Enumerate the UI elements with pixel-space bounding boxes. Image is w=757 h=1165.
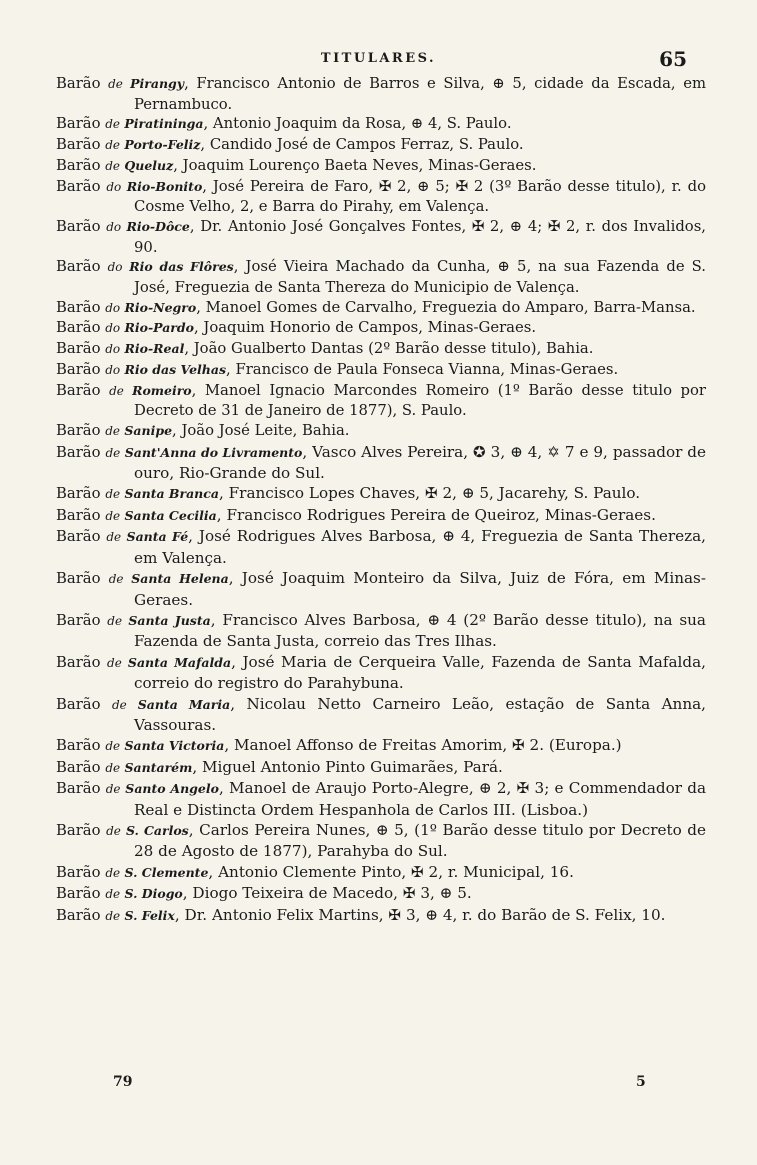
entry-title-prefix: Barão bbox=[56, 611, 101, 629]
entry-place-particle: do bbox=[105, 321, 121, 336]
entry-title-prefix: Barão bbox=[56, 340, 101, 358]
entry bbox=[56, 778, 706, 820]
running-title: TITULARES. bbox=[320, 51, 437, 66]
signature-mark-right: 5 bbox=[636, 1074, 646, 1090]
entry-title-prefix: Barão bbox=[56, 319, 101, 337]
entry-place-name: Pirangy bbox=[130, 76, 185, 91]
entry-place-name: Rio-Pardo bbox=[124, 320, 194, 336]
entry bbox=[56, 381, 706, 421]
entry-title-prefix: Barão bbox=[56, 115, 101, 133]
entry bbox=[56, 360, 706, 381]
entry-place-name: Romeiro bbox=[132, 382, 192, 398]
entry bbox=[56, 568, 706, 610]
entry-place-particle: de bbox=[105, 117, 121, 132]
entry-title-prefix: Barão bbox=[56, 528, 101, 546]
entry bbox=[56, 883, 706, 904]
entry-text: , Dr. Antonio Felix Martins, ✠ 3, ⊕ 4, r. do Barão de S. Felix, 10. bbox=[174, 905, 666, 924]
entry-place-particle: de bbox=[105, 508, 121, 523]
entry-title-prefix: Barão bbox=[56, 737, 101, 755]
entry bbox=[56, 298, 706, 319]
entry-place-particle: de bbox=[106, 823, 121, 838]
entry bbox=[56, 862, 706, 883]
entry-place bbox=[105, 886, 182, 901]
entry-text: , Joaquim Honorio de Campos, Minas-Geraes. bbox=[193, 319, 537, 337]
entry-place-particle: de bbox=[105, 887, 121, 902]
entry-text: , Candido José de Campos Ferraz, S. Paulo. bbox=[200, 136, 524, 154]
entry-place bbox=[107, 655, 231, 670]
entry-text: , João José Leite, Bahia. bbox=[172, 421, 350, 439]
entry-title-prefix: Barão bbox=[56, 443, 101, 461]
entry-title-prefix: Barão bbox=[56, 863, 101, 881]
entry-place-name: Santa Justa bbox=[128, 612, 211, 628]
entry-title-prefix: Barão bbox=[56, 570, 101, 588]
entry-place-name: Santa Helena bbox=[131, 571, 229, 587]
entry bbox=[56, 177, 706, 217]
entry-place-name: S. Felix bbox=[124, 907, 175, 923]
entry-title-prefix: Barão bbox=[56, 506, 101, 524]
entry-text: , Francisco Rodrigues Pereira de Queiroz, Minas-Geraes. bbox=[216, 505, 656, 524]
entry-place bbox=[109, 383, 192, 398]
entry-text: , José Joaquim Monteiro da Silva, Juiz de Fóra, em Minas-Geraes. bbox=[134, 569, 706, 609]
entry-place-name: Queluz bbox=[124, 157, 174, 173]
entry-place-particle: de bbox=[105, 782, 121, 797]
entry-place-name: Rio-Real bbox=[124, 341, 185, 357]
entry-place-particle: de bbox=[105, 760, 121, 775]
entry-text: , José Rodrigues Alves Barbosa, ⊕ 4, Freguezia de Santa Thereza, em Valença. bbox=[134, 527, 707, 567]
entry-text: , Francisco Lopes Chaves, ✠ 2, ⊕ 5, Jacarehy, S. Paulo. bbox=[218, 484, 641, 503]
entry-title-prefix: Barão bbox=[56, 885, 101, 903]
entry-title-prefix: Barão bbox=[56, 421, 101, 439]
entry-text: , Antonio Joaquim da Rosa, ⊕ 4, S. Paulo. bbox=[203, 115, 512, 133]
entry-place bbox=[105, 362, 226, 377]
entry-place-particle: do bbox=[106, 179, 122, 194]
entry-place-name: S. Clemente bbox=[124, 864, 209, 880]
entry-place-particle: do bbox=[105, 342, 121, 357]
entry bbox=[56, 610, 706, 652]
entry bbox=[56, 694, 706, 736]
entry-text: , Antonio Clemente Pinto, ✠ 2, r. Municipal, 16. bbox=[208, 862, 574, 881]
entry-place-name: Santa Mafalda bbox=[127, 654, 232, 670]
entry-text: , Carlos Pereira Nunes, ⊕ 5, (1º Barão desse titulo por Decreto de 28 de Agosto de 1877), Parahyba do Sul. bbox=[134, 820, 707, 861]
entry bbox=[56, 483, 706, 504]
entry-place bbox=[105, 486, 219, 501]
entry-place-name: Piratininga bbox=[124, 116, 204, 132]
entry-title-prefix: Barão bbox=[56, 485, 101, 503]
entry-place-particle: de bbox=[105, 158, 121, 173]
entry bbox=[56, 421, 706, 442]
entry-place-name: Porto-Feliz bbox=[124, 137, 201, 153]
entry-title-prefix: Barão bbox=[56, 136, 101, 154]
entry-place-particle: de bbox=[107, 613, 123, 628]
page-header bbox=[0, 47, 757, 71]
entry-place bbox=[109, 571, 229, 586]
entry-place-particle: de bbox=[105, 445, 121, 460]
entry-place-particle: de bbox=[105, 865, 121, 880]
signature-mark-left: 79 bbox=[113, 1074, 133, 1090]
entry bbox=[56, 114, 706, 135]
entry-title-prefix: Barão bbox=[56, 360, 101, 378]
entry-text: , Dr. Antonio José Gonçalves Fontes, ✠ 2, ⊕ 4; ✠ 2, r. dos Invalidos, 90. bbox=[134, 217, 706, 256]
entry bbox=[56, 217, 706, 257]
entry-place bbox=[105, 738, 224, 753]
entry-place-name: Santa Fé bbox=[126, 529, 189, 545]
entry bbox=[56, 318, 706, 339]
entry-text: , Francisco Alves Barbosa, ⊕ 4 (2º Barão desse titulo), na sua Fazenda de Santa Justa, correio das Tres Ilhas. bbox=[134, 610, 706, 651]
entry-title-prefix: Barão bbox=[56, 821, 101, 839]
entry-title-prefix: Barão bbox=[56, 75, 101, 92]
entry-text: , Manoel Ignacio Marcondes Romeiro (1º Barão desse titulo por Decreto de 31 de Janeiro de 1877), S. Paulo. bbox=[134, 381, 706, 420]
entry-text: , Miguel Antonio Pinto Guimarães, Pará. bbox=[192, 757, 503, 776]
entry bbox=[56, 652, 706, 694]
entry-title-prefix: Barão bbox=[56, 298, 101, 316]
entry-title-prefix: Barão bbox=[56, 780, 101, 798]
entry-place bbox=[105, 341, 184, 356]
entry-text: , João Gualberto Dantas (2º Barão desse titulo), Bahia. bbox=[184, 340, 594, 358]
entry-place-name: Sant'Anna do Livramento bbox=[124, 444, 303, 460]
entry-place bbox=[105, 116, 203, 131]
entry-place-name: Santa Victoria bbox=[124, 738, 225, 754]
entry bbox=[56, 820, 706, 862]
entry-text: , Vasco Alves Pereira, ✪ 3, ⊕ 4, ✡ 7 e 9, passador de ouro, Rio-Grande do Sul. bbox=[134, 442, 707, 483]
entry-place-particle: de bbox=[109, 383, 124, 398]
entry-text: , Diogo Teixeira de Macedo, ✠ 3, ⊕ 5. bbox=[182, 884, 472, 903]
entry-place-name: Santa Branca bbox=[124, 486, 219, 502]
entry-text: , Joaquim Lourenço Baeta Neves, Minas-Geraes. bbox=[173, 156, 537, 174]
entry-place-particle: de bbox=[105, 423, 121, 438]
entry-list bbox=[56, 74, 706, 926]
entry-title-prefix: Barão bbox=[56, 906, 101, 924]
entry-place bbox=[105, 320, 194, 335]
entry-title-prefix: Barão bbox=[56, 381, 101, 399]
entry bbox=[56, 757, 706, 778]
entry-text: , Manoel Gomes de Carvalho, Freguezia do Amparo, Barra-Mansa. bbox=[196, 298, 696, 316]
entry-place-particle: de bbox=[108, 572, 124, 587]
entry-text: , José Pereira de Faro, ✠ 2, ⊕ 5; ✠ 2 (3º Barão desse titulo), r. do Cosme Velho, 2, e Barra do Pirahy, em Valença. bbox=[134, 177, 706, 216]
entry bbox=[56, 74, 706, 114]
entry bbox=[56, 442, 706, 484]
entry bbox=[56, 339, 706, 360]
entry-place-particle: do bbox=[105, 362, 121, 377]
entry-place-name: Santarém bbox=[124, 759, 193, 775]
entry-place-name: S. Diogo bbox=[124, 886, 183, 902]
entry-text: , Nicolau Netto Carneiro Leão, estação de Santa Anna, Vassouras. bbox=[134, 694, 707, 734]
entry bbox=[56, 257, 706, 297]
entry-place-name: Rio das Velhas bbox=[124, 361, 227, 377]
entry-place-name: Santa Cecilia bbox=[124, 507, 217, 523]
entry-place-particle: de bbox=[111, 697, 127, 712]
entry-place-particle: de bbox=[105, 739, 121, 754]
entry-place bbox=[107, 613, 210, 628]
entry-place bbox=[105, 865, 208, 880]
entry-place-particle: do bbox=[105, 300, 121, 315]
entry-place-particle: do bbox=[106, 219, 122, 234]
entry-place-name: Rio-Negro bbox=[124, 299, 197, 315]
entry-place-name: Rio-Dôce bbox=[126, 218, 190, 234]
entry-title-prefix: Barão bbox=[56, 156, 101, 174]
entry-place-particle: de bbox=[108, 77, 123, 91]
entry-place-name: Santa Maria bbox=[137, 696, 231, 712]
entry-place bbox=[106, 529, 188, 544]
entry-place bbox=[105, 445, 302, 460]
entry-text: , Francisco Antonio de Barros e Silva, ⊕ 5, cidade da Escada, em Pernambuco. bbox=[134, 75, 706, 113]
entry bbox=[56, 156, 706, 177]
entry-place-name: Sanipe bbox=[124, 422, 173, 438]
entry-place-name: Rio-Bonito bbox=[126, 178, 203, 194]
entry-place-particle: de bbox=[105, 138, 121, 153]
page-number: 65 bbox=[659, 47, 687, 71]
entry-place bbox=[105, 423, 172, 438]
entry-place bbox=[108, 259, 234, 274]
entry bbox=[56, 735, 706, 756]
entry-place bbox=[106, 823, 189, 838]
entry-title-prefix: Barão bbox=[56, 217, 101, 235]
entry-text: , José Maria de Cerqueira Valle, Fazenda de Santa Mafalda, correio do registro do Parahybuna. bbox=[134, 652, 706, 693]
page-footer bbox=[0, 1074, 757, 1094]
entry-title-prefix: Barão bbox=[56, 258, 101, 276]
entry-place bbox=[105, 508, 216, 523]
entry-place-name: Rio das Flôres bbox=[129, 259, 234, 275]
entry-place bbox=[108, 76, 184, 91]
entry-text: , Manoel de Araujo Porto-Alegre, ⊕ 2, ✠ 3; e Commendador da Real e Distincta Ordem Hespanhola de Carlos III. (Lisboa.) bbox=[134, 779, 707, 819]
entry-place bbox=[105, 300, 196, 315]
entry-place bbox=[106, 781, 219, 796]
entry-place-name: Santo Angelo bbox=[125, 781, 219, 797]
entry-place bbox=[105, 137, 200, 152]
entry bbox=[56, 905, 706, 926]
entry-place-particle: de bbox=[105, 487, 121, 502]
entry-place-particle: de bbox=[107, 655, 122, 670]
entry-place-particle: de bbox=[106, 530, 122, 545]
entry-place bbox=[106, 179, 202, 194]
entry-place bbox=[105, 760, 192, 775]
entry bbox=[56, 135, 706, 156]
entry-title-prefix: Barão bbox=[56, 758, 101, 776]
entry-title-prefix: Barão bbox=[56, 695, 101, 713]
entry-title-prefix: Barão bbox=[56, 177, 101, 195]
entry-text: , Manoel Affonso de Freitas Amorim, ✠ 2. (Europa.) bbox=[224, 736, 622, 755]
entry-place-particle: do bbox=[107, 260, 123, 275]
entry-place bbox=[105, 158, 173, 173]
entry-place-name: S. Carlos bbox=[125, 822, 189, 838]
entry-place bbox=[112, 697, 230, 712]
entry-place bbox=[106, 219, 190, 234]
entry bbox=[56, 526, 706, 568]
entry-title-prefix: Barão bbox=[56, 653, 101, 671]
entry-text: , José Vieira Machado da Cunha, ⊕ 5, na sua Fazenda de S. José, Freguezia de Santa Thereza do Municipio de Valença. bbox=[134, 258, 706, 297]
entry-place bbox=[105, 908, 175, 923]
entry bbox=[56, 505, 706, 526]
entry-text: , Francisco de Paula Fonseca Vianna, Minas-Geraes. bbox=[226, 360, 619, 378]
entry-place-particle: de bbox=[105, 908, 121, 923]
